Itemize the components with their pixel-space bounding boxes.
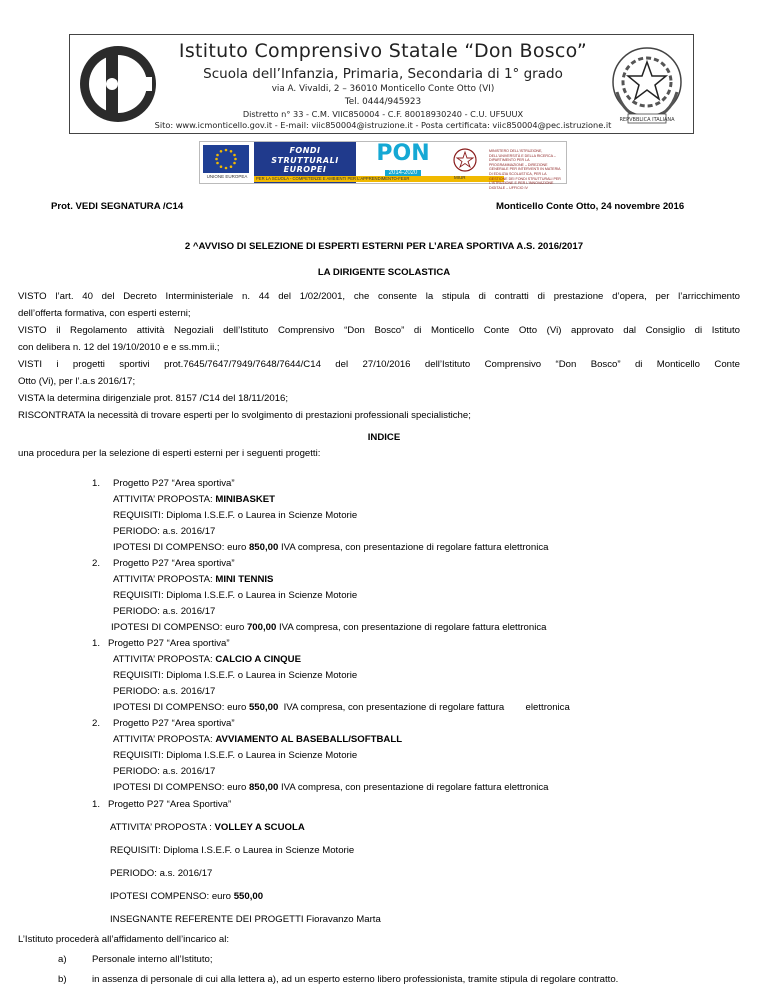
fondi-line3: EUROPEI [283,165,327,174]
project-title: Progetto P27 “Area sportiva” [108,638,230,649]
project-title: Progetto P27 “Area Sportiva” [108,799,232,810]
compensation-suffix: IVA compresa, con presentazione di regolare fattura elettronica [276,622,547,633]
project-requirements: REQUISITI: Diploma I.S.E.F. o Laurea in Scienze Motorie [113,670,358,681]
school-name: Istituto Comprensivo Statale “Don Bosco” [178,40,588,62]
premise-1-line1: VISTO l’art. 40 del Decreto Interministeriale n. 44 del 1/02/2001, che consente la stipula di contratti di prestazione d’opera, per l’arricchimento [18,291,740,302]
school-levels: Scuola dell’Infanzia, Primaria, Secondaria di 1° grado [203,66,563,82]
svg-text:REPVBBLICA ITALIANA: REPVBBLICA ITALIANA [619,117,675,123]
miur-label: MIUR [454,175,466,180]
project-number: 2. [92,558,101,569]
authority-heading: LA DIRIGENTE SCOLASTICA [317,267,451,278]
project-number: 1. [92,638,101,649]
compensation-prefix: IPOTESI DI COMPENSO: euro [113,542,249,553]
eu-label: UNIONE EUROPEA [206,174,248,179]
project-period: PERIODO: a.s. 2016/17 [113,606,216,617]
protocol-number: Prot. VEDI SEGNATURA /C14 [51,201,184,212]
project-period: PERIODO: a.s. 2016/17 [110,868,213,879]
projects-referent: INSEGNANTE REFERENTE DEI PROGETTI Fioravanzo Marta [110,914,381,925]
premise-3-line2: Otto (Vi), per l’.a.s 2016/17; [18,376,136,387]
activity-prefix: ATTIVITA’ PROPOSTA: [113,494,216,505]
compensation-amount: 700,00 [246,622,277,633]
premise-5: RISCONTRATA la necessità di trovare esperti per lo svolgimento di prestazioni professionali specialistiche; [18,410,471,421]
project-activity [113,494,275,505]
project-period: PERIODO: a.s. 2016/17 [113,766,216,777]
fondi-line2: STRUTTURALI [271,155,339,165]
compensation-prefix: IPOTESI DI COMPENSO: euro [113,782,249,793]
italian-republic-emblem-icon [604,40,690,128]
miur-text: MINISTERO DELL'ISTRUZIONE, DELL'UNIVERSITÀ E DELLA RICERCA – DIPARTIMENTO PER LA PROGRAMMAZIONE – DIREZIONE GENERALE PER INTERVENTI IN MATERIA DI EDILIZIA SCOLASTICA, PER LA GESTIONE DEI FONDI STRUTTURALI PER L'ISTRUZIONE E PER L'INNOVAZIONE DIGITALE – UFFICIO IV [489,149,561,190]
project-number: 1. [92,799,101,810]
project-period: PERIODO: a.s. 2016/17 [113,686,216,697]
indice-intro: una procedura per la selezione di esperti esterni per i seguenti progetti: [18,448,321,459]
school-codes: Distretto n° 33 - C.M. VIIC850004 - C.F. 80018930240 - C.U. UF5UUX [242,109,524,119]
premise-1-line2: dell’offerta formativa, con esperti esterni; [18,308,191,319]
indice-heading: INDICE [367,432,401,443]
compensation-prefix: IPOTESI COMPENSO: euro [110,891,234,902]
project-title: Progetto P27 “Area sportiva” [113,478,235,489]
project-compensation [111,622,547,633]
pon-banner [199,141,567,190]
project-compensation [113,782,549,793]
school-phone: Tel. 0444/945923 [344,97,422,107]
activity-name: CALCIO A CINQUE [215,654,301,665]
project-requirements: REQUISITI: Diploma I.S.E.F. o Laurea in Scienze Motorie [113,750,358,761]
assignment-a-label: a) [58,954,67,965]
assignment-b-label: b) [58,974,67,985]
project-activity [113,734,402,745]
pon-text: PON [376,141,430,166]
activity-prefix: ATTIVITA’ PROPOSTA : [110,822,215,833]
activity-name: VOLLEY A SCUOLA [214,822,305,833]
project-requirements: REQUISITI: Diploma I.S.E.F. o Laurea in Scienze Motorie [110,845,355,856]
compensation-suffix: IVA compresa, con presentazione di regolare fattura elettronica [278,702,570,713]
assignment-b-text: in assenza di personale di cui alla lettera a), ad un esperto esterno libero professionista, tramite stipula di regolare contratto. [92,974,619,985]
place-date: Monticello Conte Otto, 24 novembre 2016 [496,201,685,212]
premise-2-line1: VISTO il Regolamento attività Negoziali dell’Istituto Comprensivo “Don Bosco” di Monticello Conte Otto (Vi) approvato dal Consiglio di Istituto [18,325,740,336]
eu-flag-icon [203,145,249,173]
compensation-amount: 850,00 [248,542,279,553]
compensation-prefix: IPOTESI DI COMPENSO: euro [111,622,247,633]
project-title: Progetto P27 “Area sportiva” [113,558,235,569]
project-period: PERIODO: a.s. 2016/17 [113,526,216,537]
activity-name: MINI TENNIS [215,574,274,585]
compensation-amount: 550,00 [233,891,264,902]
activity-prefix: ATTIVITA’ PROPOSTA: [113,654,216,665]
premise-4: VISTA la determina dirigenziale prot. 8157 /C14 del 18/11/2016; [18,393,289,404]
project-number: 2. [92,718,101,729]
activity-prefix: ATTIVITA’ PROPOSTA: [113,574,216,585]
miur-emblem-icon [452,147,478,174]
project-activity [113,574,273,585]
activity-name: MINIBASKET [215,494,276,505]
compensation-amount: 550,00 [248,702,279,713]
school-logo-icon [76,41,160,127]
project-activity [110,822,305,833]
compensation-amount: 850,00 [248,782,279,793]
project-number: 1. [92,478,101,489]
assignment-a-text: Personale interno all’Istituto; [92,954,213,965]
premise-2-line2: con delibera n. 12 del 19/10/2010 e e ss.mm.ii.; [18,342,220,353]
compensation-prefix: IPOTESI DI COMPENSO: euro [113,702,249,713]
school-address: via A. Vivaldi, 2 – 36010 Monticello Conte Otto (VI) [271,84,495,94]
project-compensation [113,542,549,553]
project-activity [113,654,301,665]
fondi-line1: FONDI [289,146,321,155]
school-contacts: Sito: www.icmonticello.gov.it - E-mail: viic850004@istruzione.it - Posta certificata: viic850004@pec.istruzione.it [154,120,612,130]
project-compensation [110,891,263,902]
project-requirements: REQUISITI: Diploma I.S.E.F. o Laurea in Scienze Motorie [113,510,358,521]
pon-years: 2014-2020 [385,170,422,176]
banner-tagline: PER LA SCUOLA - COMPETENZE E AMBIENTI PER L'APPRENDIMENTO-FESR [256,176,410,181]
project-title: Progetto P27 “Area sportiva” [113,718,235,729]
activity-prefix: ATTIVITA’ PROPOSTA: [113,734,216,745]
compensation-suffix: IVA compresa, con presentazione di regolare fattura elettronica [278,542,549,553]
pon-logo [363,142,443,183]
compensation-suffix: IVA compresa, con presentazione di regolare fattura elettronica [278,782,549,793]
project-requirements: REQUISITI: Diploma I.S.E.F. o Laurea in Scienze Motorie [113,590,358,601]
premise-3-line1: VISTI i progetti sportivi prot.7645/7647/7949/7648/7644/C14 del 27/10/2016 dell’Istituto Comprensivo “Don Bosco” di Monticello Conte [18,359,740,370]
project-compensation [113,702,570,713]
assignment-intro: L’Istituto procederà all’affidamento dell’incarico al: [18,934,230,945]
activity-name: AVVIAMENTO AL BASEBALL/SOFTBALL [215,734,403,745]
document-title: 2 ^AVVISO DI SELEZIONE DI ESPERTI ESTERNI PER L’AREA SPORTIVA A.S. 2016/2017 [184,241,584,252]
